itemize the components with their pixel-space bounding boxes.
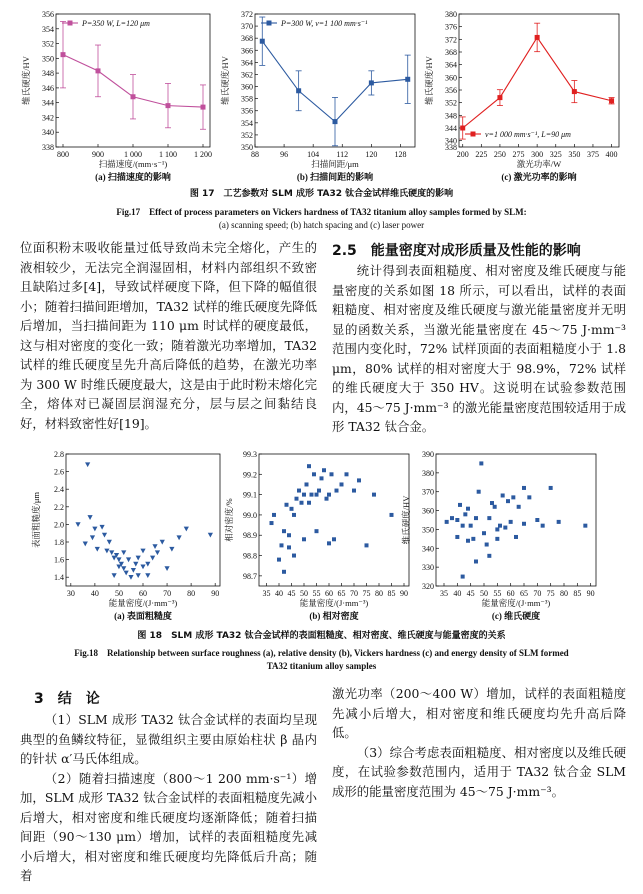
x-tick-label: 400 xyxy=(605,150,618,159)
data-point xyxy=(277,558,281,562)
legend-label: v=1 000 mm·s⁻¹, L=90 μm xyxy=(485,130,571,139)
y-tick-label: 2.6 xyxy=(54,467,64,477)
data-point xyxy=(260,39,265,44)
x-tick-label: 112 xyxy=(336,150,349,159)
legend-label: P=350 W, L=120 μm xyxy=(82,19,150,28)
data-point xyxy=(322,468,326,472)
x-tick-label: 70 xyxy=(533,589,542,598)
y-axis-label: 维氏硬度/HV xyxy=(21,56,31,105)
data-point xyxy=(493,505,497,509)
y-tick-label: 350 xyxy=(241,143,253,152)
data-point xyxy=(302,493,306,497)
y-tick-label: 368 xyxy=(445,48,457,57)
data-point xyxy=(208,533,213,538)
data-point xyxy=(522,486,526,490)
data-point xyxy=(477,490,481,494)
data-point xyxy=(352,489,356,493)
data-point xyxy=(357,478,361,482)
data-point xyxy=(150,556,155,561)
x-tick-label: 60 xyxy=(506,589,515,598)
fig18b-chart xyxy=(223,448,418,626)
data-point xyxy=(166,103,171,108)
data-point xyxy=(272,513,276,517)
y-tick-label: 368 xyxy=(241,34,253,44)
y-tick-label: 370 xyxy=(241,22,253,32)
section-2-5-paragraph xyxy=(332,261,626,437)
x-tick-label: 250 xyxy=(493,150,506,159)
y-tick-label: 354 xyxy=(42,24,54,34)
conclusion-3: （3）综合考虑表面粗糙度、相对密度以及维氏硬度，在试验参数范围内，适用于 TA32 钛合金 SLM 成形的能量密度范围为 45～75 J·mm⁻³。 xyxy=(332,744,626,799)
x-tick-label: 45 xyxy=(466,589,475,598)
section-3-right xyxy=(332,684,626,801)
data-point xyxy=(85,462,90,467)
x-tick-label: 1 000 xyxy=(124,150,142,159)
fig17c-chart xyxy=(423,8,633,183)
data-point xyxy=(307,501,311,505)
y-tick-label: 98.8 xyxy=(243,551,257,561)
data-point xyxy=(333,119,338,124)
y-tick-label: 390 xyxy=(422,450,434,459)
fig17b-chart xyxy=(220,8,423,183)
data-point xyxy=(292,554,296,558)
x-tick-label: 80 xyxy=(375,589,383,598)
y-tick-label: 350 xyxy=(422,525,434,535)
data-point xyxy=(455,518,459,522)
y-tick-label: 338 xyxy=(445,143,457,152)
data-point xyxy=(527,495,531,499)
data-point xyxy=(296,88,301,93)
x-tick-label: 50 xyxy=(300,589,308,598)
x-tick-label: 85 xyxy=(387,589,396,598)
left-paragraph-text: 位面积粉末吸收能量过低导致尚未完全熔化，产生的液相较少，无法完全润湿固相，材料内部组织不致密且缺陷过多[4]，导致试样硬度下降，但下降的幅值很小；随着扫描间距增加，TA32 试样的维氏硬度先降低后增加，当扫描间距为 110 μm 时试样的硬度最低，这与相对密度的变化一致；随着激光功率增加，TA32 试样的维氏硬度呈先升高后降低的趋势，在激光功率为 300 W 时维氏硬度最大，这是由于此时粉末熔化完全，熔体对已凝固层润湿充分，层与层之间黏结良好，材料致密性好[19]。 xyxy=(20,240,317,431)
section-2-5-text: 统计得到表面粗糙度、相对密度及维氏硬度与能量密度的关系如图 18 所示，可以看出，试样的表面粗糙度、相对密度及维氏硬度与激光能量密度并无明显的函数关系，当激光能量密度在 45～75 J·mm⁻³ 范围内变化时，72% 试样顶面的表面粗糙度小于 1.8 μm，80% 试样的相对密度大于 98.9%，72% 试样的维氏硬度大于 350 HV。这说明在试验参数范围内，45～75 J·mm⁻³ 的激光能量密度范围较适用于成形 TA32 钛合金。 xyxy=(332,263,626,434)
x-axis-label: 能量密度/(J·mm⁻³) xyxy=(108,598,178,608)
data-point xyxy=(201,105,206,110)
y-tick-label: 360 xyxy=(241,82,253,92)
data-point xyxy=(280,543,284,547)
x-tick-label: 200 xyxy=(456,150,469,159)
data-point xyxy=(498,524,502,528)
x-axis-label: 扫描间距/μm xyxy=(311,159,359,169)
data-point xyxy=(126,557,131,562)
data-point xyxy=(583,524,587,528)
conclusion-1: （1）SLM 成形 TA32 钛合金试样的表面均呈现典型的鱼鳞纹特征，显微组织主要由原始柱状 β 晶内的针状 α′马氏体组成。 xyxy=(20,712,317,766)
data-point xyxy=(145,573,150,578)
y-tick-label: 2.2 xyxy=(54,502,64,512)
legend-marker xyxy=(267,21,272,26)
x-axis-label: 激光功率/W xyxy=(516,159,562,169)
data-point xyxy=(300,501,304,505)
y-axis-label: 相对密度/% xyxy=(224,498,234,542)
y-tick-label: 98.9 xyxy=(243,531,257,541)
x-tick-label: 900 xyxy=(92,150,104,159)
x-tick-label: 75 xyxy=(546,589,555,598)
x-tick-label: 70 xyxy=(350,589,358,598)
y-tick-label: 340 xyxy=(422,544,434,554)
data-point xyxy=(102,533,107,538)
data-point xyxy=(140,564,145,569)
y-tick-label: 360 xyxy=(445,73,457,83)
data-point xyxy=(160,540,165,545)
data-point xyxy=(517,505,521,509)
y-tick-label: 352 xyxy=(445,98,457,108)
data-point xyxy=(109,550,114,555)
left-paragraph xyxy=(20,238,317,433)
x-tick-label: 225 xyxy=(475,150,488,159)
data-point xyxy=(340,482,344,486)
data-point xyxy=(297,489,301,493)
y-tick-label: 350 xyxy=(42,54,54,64)
sublabel: (b) 相对密度 xyxy=(309,611,359,621)
x-tick-label: 80 xyxy=(187,589,196,598)
x-tick-label: 30 xyxy=(66,589,75,598)
data-point xyxy=(572,89,577,94)
y-tick-label: 320 xyxy=(422,582,434,591)
data-point xyxy=(128,575,133,580)
conclusion-2-continued: 激光功率（200～400 W）增加，试样的表面粗糙度先减小后增大，相对密度和维氏硬度均先升高后降低。 xyxy=(332,686,626,740)
y-tick-label: 344 xyxy=(42,98,54,108)
data-point xyxy=(474,559,478,563)
x-tick-label: 40 xyxy=(90,589,99,598)
x-tick-label: 60 xyxy=(325,589,333,598)
x-tick-label: 88 xyxy=(251,150,259,159)
data-point xyxy=(497,95,502,100)
data-point xyxy=(535,518,539,522)
data-point xyxy=(506,499,510,503)
y-axis-label: 维氏硬度/HV xyxy=(220,56,230,105)
data-point xyxy=(140,549,145,554)
data-point xyxy=(474,516,478,520)
data-point xyxy=(503,526,507,530)
x-tick-label: 65 xyxy=(520,589,528,598)
data-point xyxy=(390,513,394,517)
data-point xyxy=(327,541,331,545)
x-tick-label: 35 xyxy=(262,589,271,598)
data-point xyxy=(345,472,349,476)
x-tick-label: 1 200 xyxy=(194,150,212,159)
y-tick-label: 99.0 xyxy=(243,510,257,520)
data-point xyxy=(485,543,489,547)
x-axis-label: 扫描速度/(mm·s⁻¹) xyxy=(98,159,168,169)
data-point xyxy=(83,542,88,547)
data-point xyxy=(609,98,614,103)
data-point xyxy=(315,529,319,533)
fig18-caption-en: Fig.18 Relationship between surface roughness (a), relative density (b), Vickers hardness (c) and energy density of SLM formed xyxy=(74,648,569,658)
data-point xyxy=(155,550,160,555)
data-point xyxy=(487,516,491,520)
x-tick-label: 128 xyxy=(394,150,407,159)
data-point xyxy=(320,476,324,480)
data-point xyxy=(87,515,92,520)
y-tick-label: 352 xyxy=(241,130,253,140)
fig17-caption-en: Fig.17 Effect of process parameters on Vickers hardness of TA32 titanium alloy samples formed by SLM: xyxy=(116,207,527,217)
data-point xyxy=(287,533,291,537)
legend-label: P=300 W, v=1 100 mm·s⁻¹ xyxy=(281,19,368,28)
x-tick-label: 50 xyxy=(114,589,123,598)
y-tick-label: 2.8 xyxy=(54,450,64,459)
y-tick-label: 354 xyxy=(241,118,253,128)
data-point xyxy=(487,554,491,558)
data-point xyxy=(469,524,473,528)
y-tick-label: 98.7 xyxy=(243,571,257,581)
data-point xyxy=(479,461,483,465)
x-tick-label: 40 xyxy=(275,589,283,598)
y-tick-label: 356 xyxy=(241,106,253,116)
fig17-caption-en2: (a) scanning speed; (b) hatch spacing and (c) laser power xyxy=(218,220,425,230)
y-tick-label: 364 xyxy=(445,60,457,70)
data-point xyxy=(450,516,454,520)
legend-marker xyxy=(68,21,73,26)
data-point xyxy=(535,35,540,40)
x-tick-label: 90 xyxy=(586,589,595,598)
data-point xyxy=(121,550,126,555)
data-point xyxy=(116,564,121,569)
data-point xyxy=(332,537,336,541)
x-tick-label: 90 xyxy=(400,589,408,598)
data-point xyxy=(312,472,316,476)
y-axis-label: 表面粗糙度/μm xyxy=(31,491,41,549)
y-tick-label: 99.3 xyxy=(243,450,257,459)
sublabel: (c) 激光功率的影响 xyxy=(501,172,577,182)
data-point xyxy=(549,486,553,490)
y-tick-label: 99.1 xyxy=(243,490,257,500)
x-tick-label: 65 xyxy=(337,589,346,598)
x-tick-label: 96 xyxy=(280,150,289,159)
data-point xyxy=(133,562,138,567)
data-point xyxy=(90,535,95,540)
data-point xyxy=(75,522,80,527)
data-point xyxy=(445,520,449,524)
data-point xyxy=(285,503,289,507)
x-tick-label: 325 xyxy=(549,150,562,159)
data-point xyxy=(317,489,321,493)
y-tick-label: 99.2 xyxy=(243,470,257,480)
data-point xyxy=(482,531,486,535)
y-tick-label: 1.6 xyxy=(54,555,64,565)
data-point xyxy=(315,493,319,497)
y-tick-label: 352 xyxy=(42,39,54,49)
data-point xyxy=(121,566,126,571)
data-point xyxy=(460,126,465,131)
data-point xyxy=(131,568,136,573)
sublabel: (a) 表面粗糙度 xyxy=(114,611,172,621)
data-point xyxy=(335,489,339,493)
y-tick-label: 356 xyxy=(42,10,54,19)
data-point xyxy=(136,556,141,561)
data-point xyxy=(511,495,515,499)
y-tick-label: 360 xyxy=(422,506,434,516)
x-tick-label: 70 xyxy=(163,589,172,598)
data-point xyxy=(458,503,462,507)
data-point xyxy=(136,573,141,578)
data-point xyxy=(330,472,334,476)
x-tick-label: 55 xyxy=(493,589,502,598)
y-tick-label: 366 xyxy=(241,46,253,56)
data-point xyxy=(282,570,286,574)
y-tick-label: 356 xyxy=(445,86,457,95)
data-point xyxy=(96,68,101,73)
y-axis-label: 维氏硬度/HV xyxy=(424,56,434,105)
data-point xyxy=(495,527,499,531)
data-point xyxy=(369,80,374,85)
section-3-left xyxy=(20,710,317,886)
x-tick-label: 55 xyxy=(312,589,321,598)
x-tick-label: 104 xyxy=(307,150,320,159)
data-point xyxy=(471,537,475,541)
data-point xyxy=(292,513,296,517)
data-point xyxy=(463,512,467,516)
x-tick-label: 1 100 xyxy=(159,150,177,159)
plot-frame xyxy=(436,454,596,586)
data-point xyxy=(325,497,329,501)
y-tick-label: 1.4 xyxy=(54,573,64,583)
fig17-caption-cn: 图 17 工艺参数对 SLM 成形 TA32 钛合金试样维氏硬度的影响 xyxy=(189,189,454,199)
x-axis-label: 能量密度/(J·mm⁻³) xyxy=(299,598,369,608)
data-point xyxy=(514,535,518,539)
data-point xyxy=(92,527,97,532)
x-axis-label: 能量密度/(J·mm⁻³) xyxy=(481,598,551,608)
x-tick-label: 350 xyxy=(568,150,581,159)
sublabel: (a) 扫描速度的影响 xyxy=(95,172,171,182)
fig18-caption-cn: 图 18 SLM 成形 TA32 钛合金试样的表面粗糙度、相对密度、维氏硬度与能量密度的关系 xyxy=(137,631,506,641)
data-point xyxy=(455,535,459,539)
y-tick-label: 348 xyxy=(42,69,54,79)
data-point xyxy=(305,482,309,486)
y-tick-label: 346 xyxy=(42,83,54,93)
y-tick-label: 358 xyxy=(241,94,253,104)
x-tick-label: 80 xyxy=(560,589,568,598)
data-point xyxy=(95,547,100,552)
data-point xyxy=(501,493,505,497)
x-tick-label: 800 xyxy=(57,150,69,159)
y-tick-label: 370 xyxy=(422,487,434,497)
data-point xyxy=(495,537,499,541)
data-point xyxy=(287,545,291,549)
y-tick-label: 372 xyxy=(241,10,253,19)
data-point xyxy=(522,522,526,526)
x-tick-label: 75 xyxy=(362,589,371,598)
data-point xyxy=(61,52,66,57)
y-tick-label: 330 xyxy=(422,563,434,573)
data-point xyxy=(295,497,299,501)
conclusion-2: （2）随着扫描速度（800～1 200 mm·s⁻¹）增加，SLM 成形 TA32 钛合金试样的表面粗糙度先减小后增大，相对密度和维氏硬度均逐渐降低；随着扫描间距（90～130 μm）增加，试样的表面粗糙度先减小后增大，相对密度和维氏硬度均先降低后升高；随着 xyxy=(20,770,317,883)
x-tick-label: 300 xyxy=(531,150,544,159)
y-tick-label: 2.0 xyxy=(54,520,64,530)
data-point xyxy=(365,543,369,547)
data-point xyxy=(169,547,174,552)
y-tick-label: 362 xyxy=(241,70,253,80)
y-tick-label: 380 xyxy=(445,10,457,19)
data-point xyxy=(116,557,121,562)
x-tick-label: 50 xyxy=(480,589,488,598)
data-point xyxy=(99,525,104,530)
y-tick-label: 340 xyxy=(42,128,54,138)
data-point xyxy=(310,493,314,497)
x-tick-label: 35 xyxy=(440,589,448,598)
data-point xyxy=(405,77,410,82)
y-tick-label: 348 xyxy=(445,111,457,121)
data-point xyxy=(164,566,169,571)
data-point xyxy=(112,573,117,578)
x-tick-label: 60 xyxy=(139,589,147,598)
y-tick-label: 1.8 xyxy=(54,538,64,547)
y-tick-label: 338 xyxy=(42,143,54,152)
data-point xyxy=(541,524,545,528)
x-tick-label: 85 xyxy=(573,589,582,598)
legend-marker xyxy=(471,132,476,137)
data-point xyxy=(282,529,286,533)
data-point xyxy=(145,562,150,567)
plot-frame xyxy=(459,14,619,147)
sublabel: (b) 扫描间距的影响 xyxy=(296,172,374,182)
data-point xyxy=(490,501,494,505)
data-point xyxy=(270,521,274,525)
data-point xyxy=(290,507,294,511)
y-tick-label: 2.4 xyxy=(54,485,64,495)
fig18a-chart xyxy=(30,448,228,626)
fig17a-chart xyxy=(14,8,220,183)
y-tick-label: 344 xyxy=(445,124,457,133)
data-point xyxy=(104,549,109,554)
data-point xyxy=(372,493,376,497)
y-tick-label: 372 xyxy=(445,35,457,45)
data-point xyxy=(327,493,331,497)
data-point xyxy=(176,535,181,540)
x-tick-label: 120 xyxy=(365,150,378,159)
y-tick-label: 376 xyxy=(445,22,457,32)
x-tick-label: 275 xyxy=(512,150,525,159)
data-point xyxy=(557,520,561,524)
section-3-heading: 3 结 论 xyxy=(34,691,100,707)
data-point xyxy=(461,524,465,528)
y-tick-label: 364 xyxy=(241,58,253,68)
x-tick-label: 375 xyxy=(586,150,599,159)
fig18c-chart xyxy=(400,448,605,626)
x-tick-label: 90 xyxy=(211,589,220,598)
data-point xyxy=(302,537,306,541)
y-tick-label: 380 xyxy=(422,468,434,478)
section-2-5-heading: 2.5 能量密度对成形质量及性能的影响 xyxy=(332,243,581,259)
y-axis-label: 维氏硬度/HV xyxy=(401,495,411,545)
data-point xyxy=(466,539,470,543)
data-point xyxy=(509,520,513,524)
x-tick-label: 40 xyxy=(453,589,462,598)
data-point xyxy=(107,540,112,545)
data-point xyxy=(124,571,129,576)
plot-frame xyxy=(259,454,409,586)
y-tick-label: 340 xyxy=(445,136,457,146)
x-tick-label: 45 xyxy=(287,589,296,598)
y-tick-label: 342 xyxy=(42,113,54,123)
data-point xyxy=(466,507,470,511)
fig18-caption-en2: TA32 titanium alloy samples xyxy=(266,661,377,671)
data-point xyxy=(307,464,311,468)
data-point xyxy=(131,94,136,99)
data-point xyxy=(152,544,157,549)
sublabel: (c) 维氏硬度 xyxy=(491,611,541,621)
data-point xyxy=(461,575,465,579)
data-point xyxy=(184,527,189,532)
